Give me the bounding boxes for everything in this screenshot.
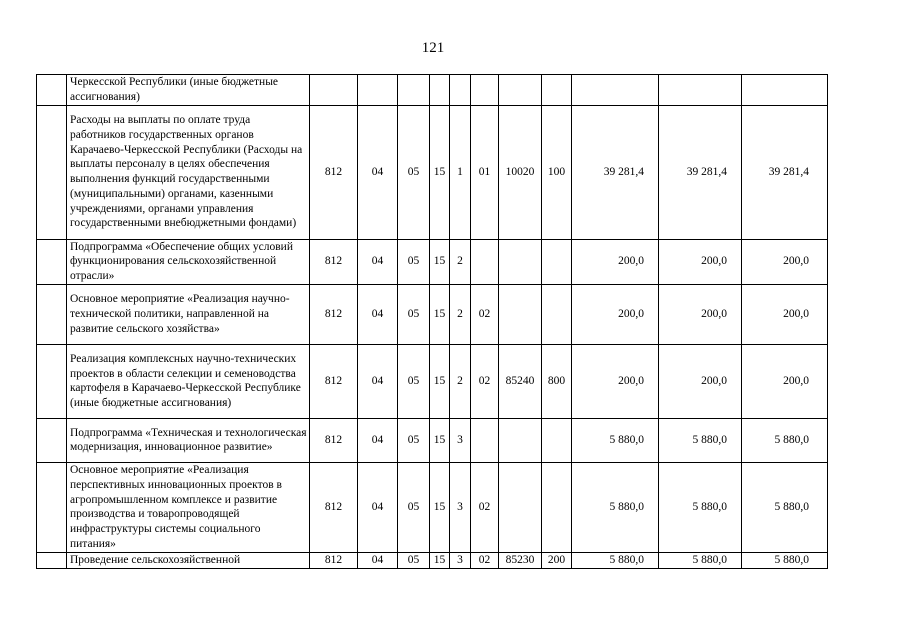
table-row <box>37 239 828 284</box>
amount-year-2-cell: 39 281,4 <box>659 105 742 239</box>
amount-year-1-cell: 5 880,0 <box>572 552 659 568</box>
subprogram-code-cell: 3 <box>450 552 471 568</box>
expense-type-cell <box>542 418 572 462</box>
direction-code-cell <box>499 418 542 462</box>
subsection-code-cell: 05 <box>398 105 430 239</box>
row-number-cell <box>37 239 67 284</box>
subsection-code-cell <box>398 75 430 106</box>
admin-code-cell: 812 <box>310 462 358 552</box>
event-code-cell <box>471 239 499 284</box>
section-code-cell: 04 <box>358 462 398 552</box>
expense-type-cell: 800 <box>542 344 572 418</box>
subsection-code-cell: 05 <box>398 239 430 284</box>
direction-code-cell <box>499 239 542 284</box>
row-number-cell <box>37 344 67 418</box>
table-row <box>37 105 828 239</box>
direction-code-cell: 10020 <box>499 105 542 239</box>
row-number-cell <box>37 552 67 568</box>
section-code-cell: 04 <box>358 284 398 344</box>
section-code-cell: 04 <box>358 105 398 239</box>
page-number: 121 <box>421 40 445 56</box>
program-code-cell: 15 <box>430 552 450 568</box>
row-name-cell: Черкесской Республики (иные бюджетные ассигнования) <box>67 75 310 106</box>
event-code-cell: 02 <box>471 344 499 418</box>
subsection-code-cell: 05 <box>398 552 430 568</box>
row-name-cell: Основное мероприятие «Реализация перспективных инновационных проектов в агропромышленном комплексе и развитие производства и товаропроводящей инфраструктуры системы социального питания» <box>67 462 310 552</box>
amount-year-3-cell: 5 880,0 <box>742 462 828 552</box>
table-body <box>37 75 828 569</box>
amount-year-2-cell <box>659 75 742 106</box>
subsection-code-cell: 05 <box>398 344 430 418</box>
row-number-cell <box>37 105 67 239</box>
program-code-cell <box>430 75 450 106</box>
program-code-cell: 15 <box>430 284 450 344</box>
subsection-code-cell: 05 <box>398 284 430 344</box>
direction-code-cell: 85230 <box>499 552 542 568</box>
row-number-cell <box>37 75 67 106</box>
row-name-cell: Реализация комплексных научно-технических проектов в области селекции и семеноводства картофеля в Карачаево-Черкесской Республике (иные бюджетные ассигнования) <box>67 344 310 418</box>
amount-year-3-cell: 200,0 <box>742 344 828 418</box>
program-code-cell: 15 <box>430 239 450 284</box>
amount-year-2-cell: 200,0 <box>659 284 742 344</box>
subprogram-code-cell: 3 <box>450 462 471 552</box>
section-code-cell: 04 <box>358 239 398 284</box>
direction-code-cell: 85240 <box>499 344 542 418</box>
subprogram-code-cell: 1 <box>450 105 471 239</box>
event-code-cell <box>471 75 499 106</box>
section-code-cell <box>358 75 398 106</box>
direction-code-cell <box>499 462 542 552</box>
section-code-cell: 04 <box>358 418 398 462</box>
amount-year-3-cell: 5 880,0 <box>742 418 828 462</box>
row-number-cell <box>37 462 67 552</box>
row-name-cell: Основное мероприятие «Реализация научно-технической политики, направленной на развитие сельского хозяйства» <box>67 284 310 344</box>
amount-year-1-cell: 5 880,0 <box>572 418 659 462</box>
expense-type-cell <box>542 75 572 106</box>
row-name-cell: Проведение сельскохозяйственной <box>67 552 310 568</box>
amount-year-2-cell: 200,0 <box>659 239 742 284</box>
expense-type-cell <box>542 462 572 552</box>
subprogram-code-cell <box>450 75 471 106</box>
table-row <box>37 462 828 552</box>
budget-table <box>36 74 828 569</box>
table-row <box>37 552 828 568</box>
admin-code-cell: 812 <box>310 239 358 284</box>
expense-type-cell: 200 <box>542 552 572 568</box>
direction-code-cell <box>499 75 542 106</box>
table-row <box>37 418 828 462</box>
amount-year-3-cell <box>742 75 828 106</box>
table-row <box>37 344 828 418</box>
subprogram-code-cell: 2 <box>450 239 471 284</box>
admin-code-cell: 812 <box>310 418 358 462</box>
amount-year-1-cell: 200,0 <box>572 284 659 344</box>
subprogram-code-cell: 2 <box>450 344 471 418</box>
amount-year-2-cell: 5 880,0 <box>659 418 742 462</box>
event-code-cell: 02 <box>471 284 499 344</box>
admin-code-cell: 812 <box>310 284 358 344</box>
subprogram-code-cell: 3 <box>450 418 471 462</box>
direction-code-cell <box>499 284 542 344</box>
program-code-cell: 15 <box>430 418 450 462</box>
amount-year-3-cell: 200,0 <box>742 284 828 344</box>
admin-code-cell: 812 <box>310 344 358 418</box>
section-code-cell: 04 <box>358 344 398 418</box>
expense-type-cell: 100 <box>542 105 572 239</box>
amount-year-1-cell: 39 281,4 <box>572 105 659 239</box>
admin-code-cell: 812 <box>310 552 358 568</box>
expense-type-cell <box>542 239 572 284</box>
subsection-code-cell: 05 <box>398 462 430 552</box>
program-code-cell: 15 <box>430 344 450 418</box>
row-number-cell <box>37 284 67 344</box>
event-code-cell: 02 <box>471 462 499 552</box>
amount-year-2-cell: 200,0 <box>659 344 742 418</box>
amount-year-2-cell: 5 880,0 <box>659 462 742 552</box>
expense-type-cell <box>542 284 572 344</box>
row-name-cell: Подпрограмма «Техническая и технологическая модернизация, инновационное развитие» <box>67 418 310 462</box>
section-code-cell: 04 <box>358 552 398 568</box>
row-name-cell: Расходы на выплаты по оплате труда работников государственных органов Карачаево-Черкесской Республики (Расходы на выплаты персоналу в целях обеспечения выполнения функций государственными (муниципальными) органами, казенными учреждениями, органами управления государственными внебюджетными фондами) <box>67 105 310 239</box>
subsection-code-cell: 05 <box>398 418 430 462</box>
program-code-cell: 15 <box>430 462 450 552</box>
admin-code-cell: 812 <box>310 105 358 239</box>
subprogram-code-cell: 2 <box>450 284 471 344</box>
amount-year-1-cell: 5 880,0 <box>572 462 659 552</box>
amount-year-1-cell <box>572 75 659 106</box>
amount-year-1-cell: 200,0 <box>572 239 659 284</box>
amount-year-3-cell: 39 281,4 <box>742 105 828 239</box>
row-number-cell <box>37 418 67 462</box>
amount-year-3-cell: 200,0 <box>742 239 828 284</box>
row-name-cell: Подпрограмма «Обеспечение общих условий функционирования сельскохозяйственной отрасли» <box>67 239 310 284</box>
program-code-cell: 15 <box>430 105 450 239</box>
event-code-cell <box>471 418 499 462</box>
table-row <box>37 284 828 344</box>
event-code-cell: 02 <box>471 552 499 568</box>
amount-year-2-cell: 5 880,0 <box>659 552 742 568</box>
event-code-cell: 01 <box>471 105 499 239</box>
admin-code-cell <box>310 75 358 106</box>
amount-year-1-cell: 200,0 <box>572 344 659 418</box>
table-row <box>37 75 828 106</box>
amount-year-3-cell: 5 880,0 <box>742 552 828 568</box>
